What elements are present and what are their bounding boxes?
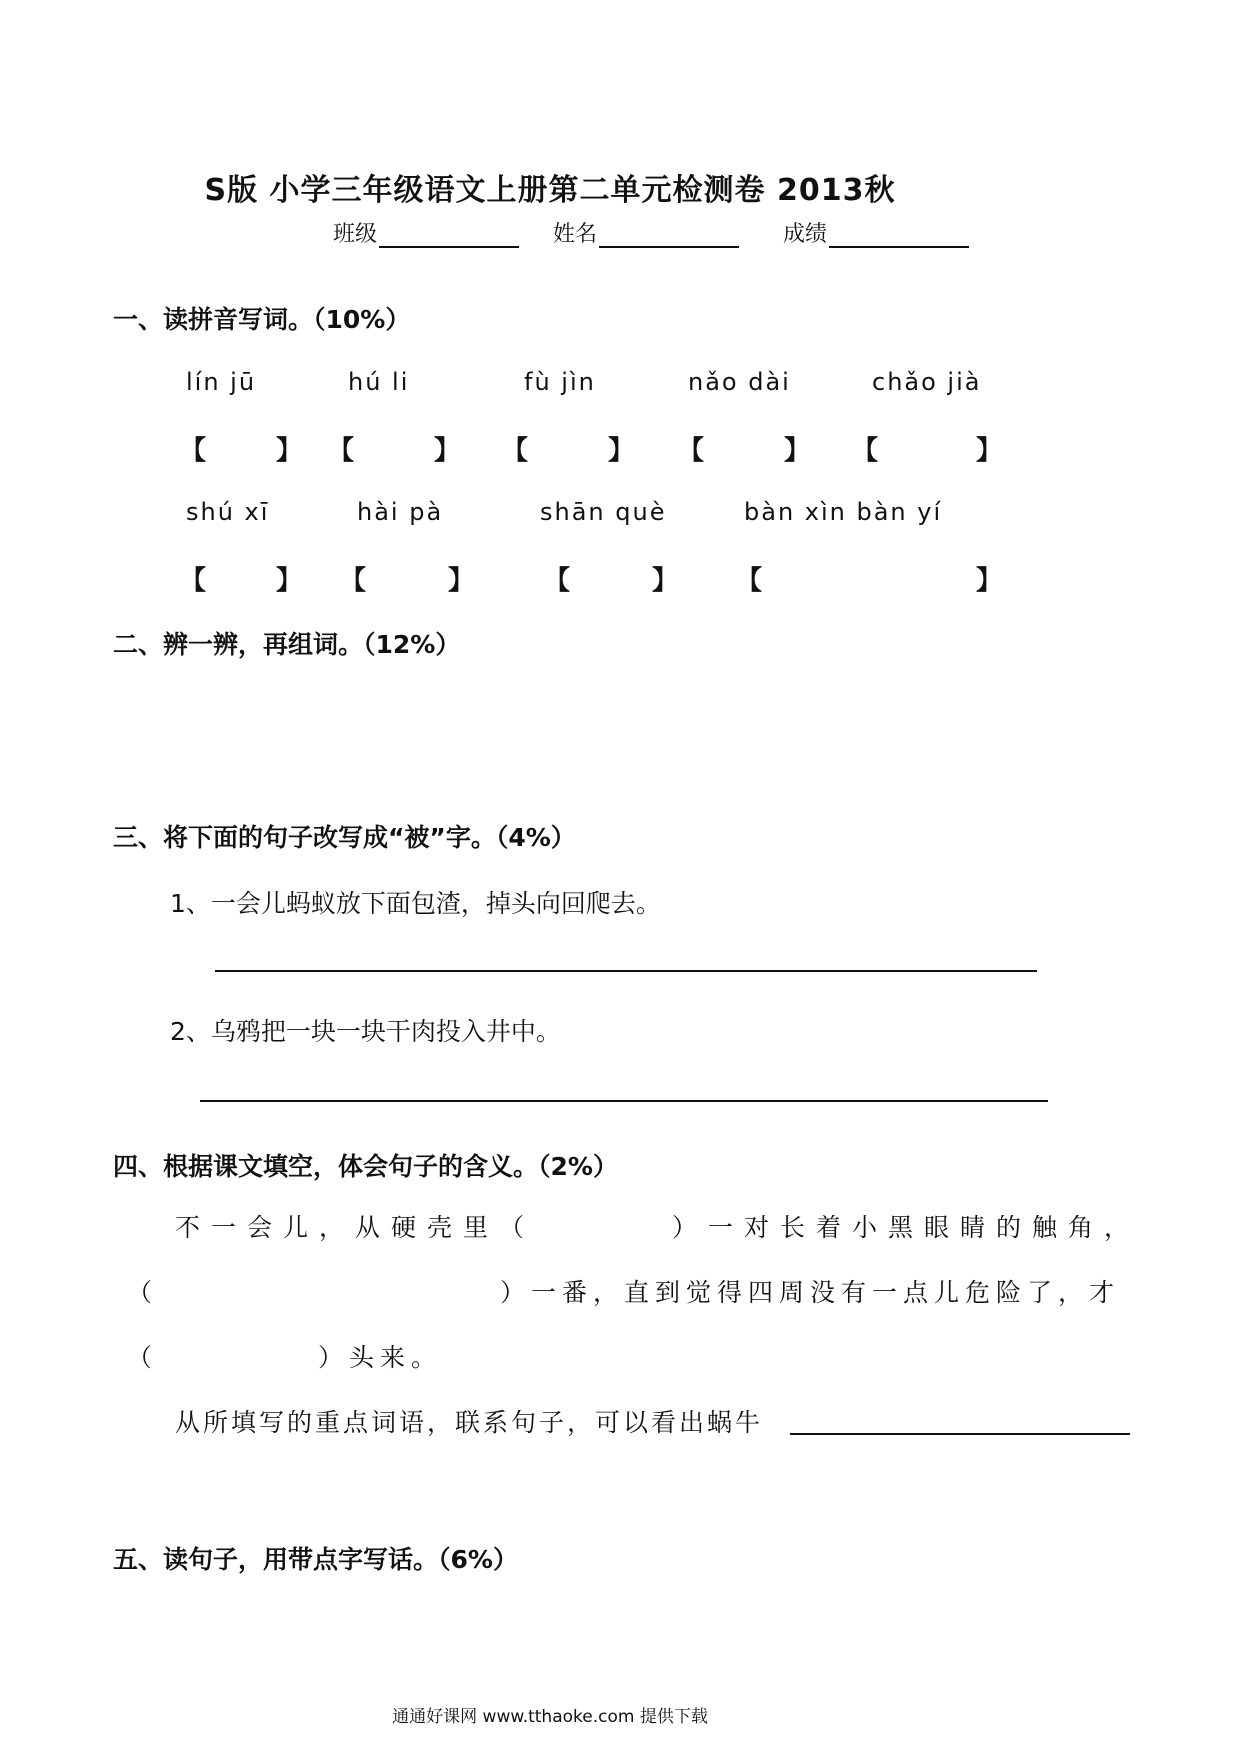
bracket-close: 】 [276,566,303,596]
class-field [333,217,519,248]
pinyin-item: lín jū [186,368,257,396]
footer-text: 通通好课网 www.tthaoke.com 提供下载 [392,1707,708,1727]
bracket-open: 【 [544,566,571,596]
fill-line-3b: ）头来。 [318,1343,443,1372]
answer-line-1[interactable] [215,970,1037,972]
bracket-open: 【 [678,436,705,466]
class-blank[interactable] [379,220,519,248]
section1-heading: 一、读拼音写词。（10%） [113,305,411,334]
bracket-close: 】 [784,436,811,466]
bracket-open: 【 [328,436,355,466]
answer-line-2[interactable] [200,1100,1048,1102]
bracket-close: 】 [976,566,1003,596]
section3-heading: 三、将下面的句子改写成“被”字。（4%） [113,823,576,852]
class-label: 班级 [333,222,378,247]
pinyin-item: nǎo dài [688,368,791,396]
name-blank[interactable] [599,220,739,248]
bracket-open: 【 [180,566,207,596]
bracket-close: 】 [448,566,475,596]
name-label: 姓名 [553,222,598,247]
bracket-open: 【 [180,436,207,466]
fill-line-1a: 不一会儿，从硬壳里（ [175,1213,536,1242]
pinyin-item: hài pà [357,498,444,526]
fill-line-3a: （ [127,1343,159,1372]
bracket-close: 】 [276,436,303,466]
bracket-close: 】 [976,436,1003,466]
score-blank[interactable] [829,220,969,248]
score-field [783,217,969,248]
section5-heading: 五、读句子，用带点字写话。（6%） [113,1545,518,1574]
bracket-open: 【 [340,566,367,596]
pinyin-item: fù jìn [524,368,596,396]
pinyin-item: hú li [348,368,410,396]
section2-heading: 二、辨一辨，再组词。（12%） [113,630,461,659]
score-label: 成绩 [783,222,828,247]
bracket-close: 】 [652,566,679,596]
pinyin-item: shān què [540,498,667,526]
question-1: 1、一会儿蚂蚁放下面包渣，掉头向回爬去。 [170,889,661,918]
pinyin-item: chǎo jià [872,368,982,396]
question-2: 2、乌鸦把一块一块干肉投入井中。 [170,1017,561,1046]
pinyin-item: shú xī [186,498,270,526]
fill-line-1b: ）一对长着小黑眼睛的触角， [672,1213,1141,1242]
name-field [553,217,739,248]
fill-line-2a: （ [127,1278,159,1307]
section4-heading: 四、根据课文填空，体会句子的含义。（2%） [113,1152,618,1181]
fill-line-2b: ）一番，直到觉得四周没有一点儿危险了，才 [500,1278,1121,1307]
bracket-close: 】 [608,436,635,466]
bracket-close: 】 [434,436,461,466]
bracket-open: 【 [502,436,529,466]
bracket-open: 【 [736,566,763,596]
pinyin-item: bàn xìn bàn yí [744,498,943,526]
fill-line-4: 从所填写的重点词语，联系句子，可以看出蜗牛 [175,1408,764,1437]
bracket-open: 【 [852,436,879,466]
answer-line-3[interactable] [790,1433,1130,1435]
page-title: S版 小学三年级语文上册第二单元检测卷 2013秋 [204,173,896,208]
